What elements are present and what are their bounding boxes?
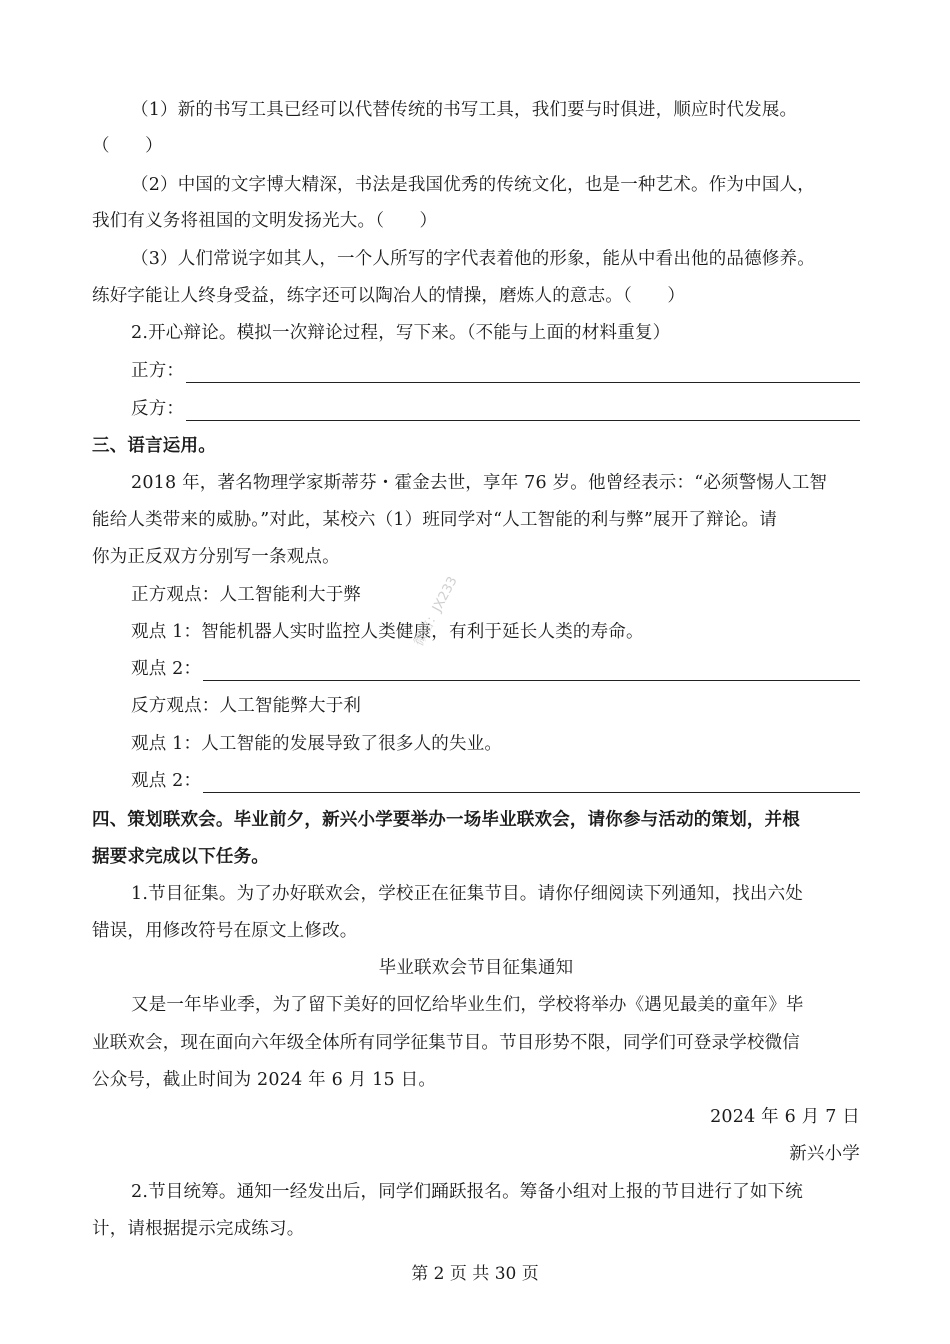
q3-text: （3）人们常说字如其人，一个人所写的字代表着他的形象，能从中看出他的品德修养。	[131, 249, 815, 269]
notice-body: 又是一年毕业季，为了留下美好的回忆给毕业生们，学校将举办《遇见最美的童年》毕	[131, 995, 804, 1015]
notice-body-cont: 公众号，截止时间为 2024 年 6 月 15 日。	[92, 1070, 437, 1090]
task2-text: 2.节目统筹。通知一经发出后，同学们踊跃报名。筹备小组对上报的节目进行了如下统	[131, 1182, 803, 1202]
section3-para: 2018 年，著名物理学家斯蒂芬・霍金去世，享年 76 岁。他曾经表示：“必须警惕人工智	[131, 473, 828, 493]
pro-point-2-line[interactable]	[131, 657, 860, 681]
q1-text: （1）新的书写工具已经可以代替传统的书写工具，我们要与时俱进，顺应时代发展。	[131, 100, 798, 120]
q1-answer-bracket: （ ）	[92, 136, 163, 156]
section3-heading: 三、语言运用。	[92, 436, 216, 456]
con-point-1: 观点 1：人工智能的发展导致了很多人的失业。	[131, 734, 503, 754]
con-point-2-line[interactable]	[131, 769, 860, 793]
pro-view: 正方观点：人工智能利大于弊	[131, 585, 362, 605]
notice-date: 2024 年 6 月 7 日	[710, 1107, 860, 1127]
debate-prompt: 2.开心辩论。模拟一次辩论过程，写下来。（不能与上面的材料重复）	[131, 323, 671, 343]
answer-blank[interactable]	[203, 774, 860, 793]
section3-para-cont: 你为正反双方分别写一条观点。	[92, 547, 340, 567]
con-view: 反方观点：人工智能弊大于利	[131, 696, 362, 716]
notice-signer: 新兴小学	[789, 1144, 860, 1164]
section4-heading-cont: 据要求完成以下任务。	[92, 847, 269, 867]
section4-heading: 四、策划联欢会。毕业前夕，新兴小学要举办一场毕业联欢会，请你参与活动的策划，并根	[92, 810, 800, 830]
watermark: 微信：JX233	[411, 574, 461, 649]
section3-para-cont: 能给人类带来的威胁。”对此，某校六（1）班同学对“人工智能的利与弊”展开了辩论。请	[92, 510, 777, 530]
task1-text: 1.节目征集。为了办好联欢会，学校正在征集节目。请你仔细阅读下列通知，找出六处	[131, 884, 803, 904]
q3-text-cont: 练好字能让人终身受益，练字还可以陶冶人的情操，磨炼人的意志。（ ）	[92, 286, 686, 306]
notice-title: 毕业联欢会节目征集通知	[378, 958, 574, 978]
pro-label: 正方：	[131, 361, 185, 381]
answer-blank[interactable]	[203, 662, 860, 681]
answer-blank[interactable]	[186, 364, 860, 383]
task1-text-cont: 错误，用修改符号在原文上修改。	[92, 921, 358, 941]
con-label: 反方：	[131, 399, 185, 419]
q2-text: （2）中国的文字博大精深，书法是我国优秀的传统文化，也是一种艺术。作为中国人，	[131, 175, 815, 195]
con-point-2-label: 观点 2：	[131, 771, 202, 791]
pro-answer-line[interactable]	[131, 359, 860, 383]
q2-text-cont: 我们有义务将祖国的文明发扬光大。（ ）	[92, 211, 438, 231]
answer-blank[interactable]	[186, 402, 860, 421]
task2-text-cont: 计，请根据提示完成练习。	[92, 1219, 305, 1239]
pro-point-1: 观点 1：智能机器人实时监控人类健康，有利于延长人类的寿命。	[131, 622, 644, 642]
con-answer-line[interactable]	[131, 397, 860, 421]
notice-body-cont: 业联欢会，现在面向六年级全体所有同学征集节目。节目形势不限，同学们可登录学校微信	[92, 1033, 800, 1053]
pro-point-2-label: 观点 2：	[131, 659, 202, 679]
page-footer: 第 2 页 共 30 页	[411, 1264, 539, 1284]
